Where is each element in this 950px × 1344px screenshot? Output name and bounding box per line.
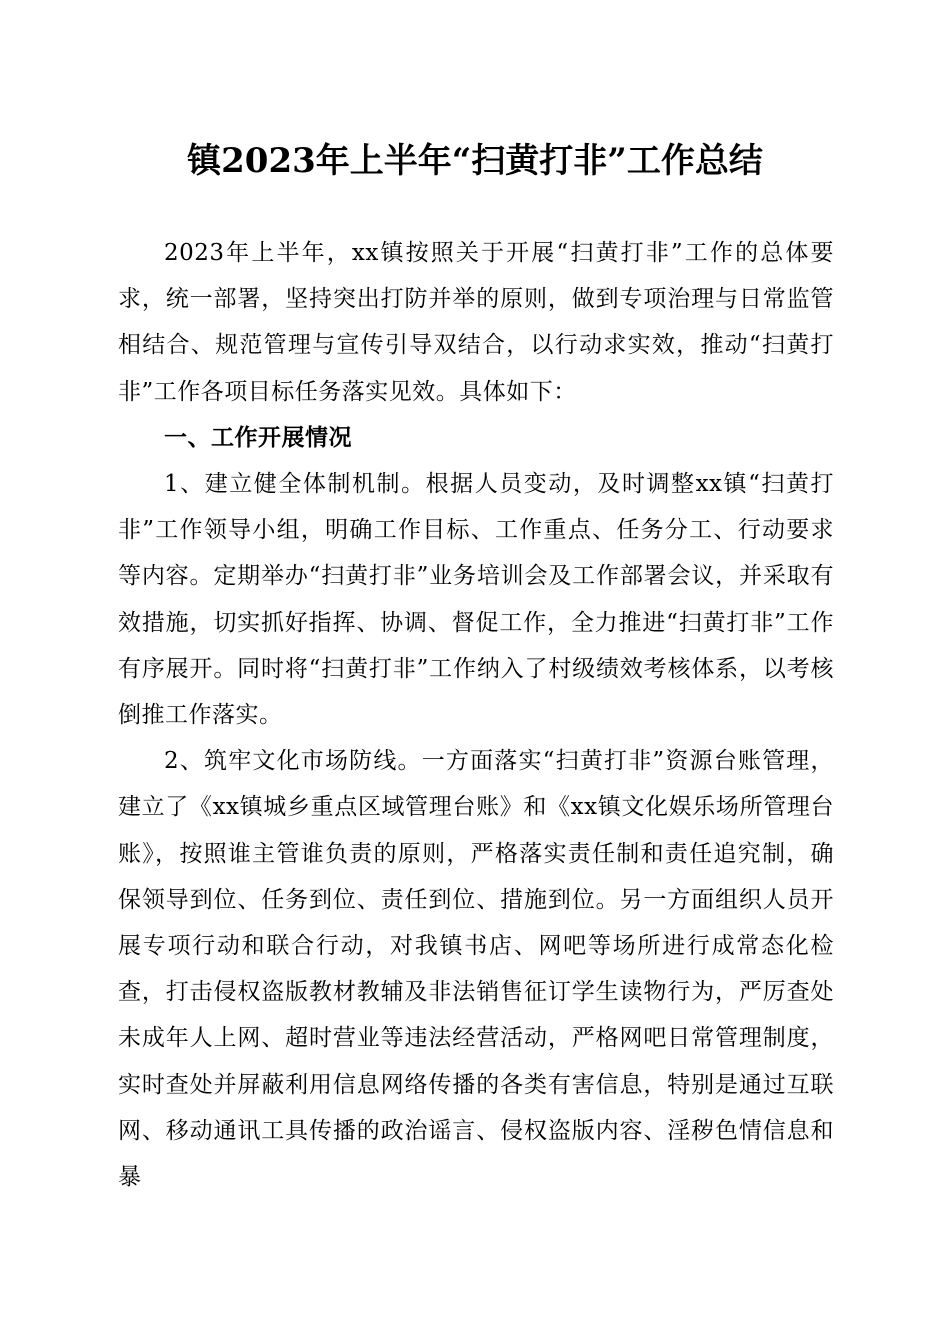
intro-paragraph: 2023年上半年，xx镇按照关于开展“扫黄打非”工作的总体要求，统一部署，坚持突出打防并举的原则，做到专项治理与日常监管相结合、规范管理与宣传引导双结合，以行动求实效，推动“扫黄打非”工作各项目标任务落实见效。具体如下： — [118, 240, 834, 405]
document-body — [118, 230, 834, 1200]
paragraph-1: 1、建立健全体制机制。根据人员变动，及时调整xx镇“扫黄打非”工作领导小组，明确工作目标、工作重点、任务分工、行动要求等内容。定期举办“扫黄打非”业务培训会及工作部署会议，并采取有效措施，切实抓好指挥、协调、督促工作，全力推进“扫黄打非”工作有序展开。同时将“扫黄打非”工作纳入了村级绩效考核体系，以考核倒推工作落实。 — [118, 471, 834, 729]
section-heading: 一、工作开展情况 — [164, 423, 352, 451]
document-title: 镇2023年上半年“扫黄打非”工作总结 — [187, 141, 763, 181]
paragraph-2: 2、筑牢文化市场防线。一方面落实“扫黄打非”资源台账管理，建立了《xx镇城乡重点区域管理台账》和《xx镇文化娱乐场所管理台账》，按照谁主管谁负责的原则，严格落实责任制和责任追究制，确保领导到位、任务到位、责任到位、措施到位。另一方面组织人员开展专项行动和联合行动，对我镇书店、网吧等场所进行成常态化检查，打击侵权盗版教材教辅及非法销售征订学生读物行为，严厉查处未成年人上网、超时营业等违法经营活动，严格网吧日常管理制度，实时查处并屏蔽利用信息网络传播的各类有害信息，特别是通过互联网、移动通讯工具传播的政治谣言、侵权盗版内容、淫秽色情信息和暴 — [118, 748, 834, 1191]
